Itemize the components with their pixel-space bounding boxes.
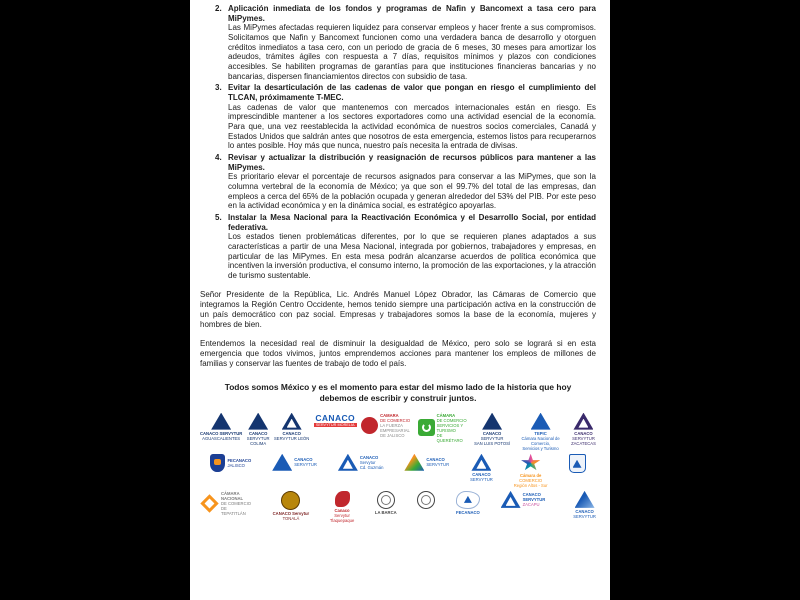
canaco-servytur-shield-triangle-label: CANACO SERVYTUR [470, 471, 493, 482]
canaco-servytur-zacatecas-icon [573, 413, 593, 430]
list-item-3-number: 3. [215, 83, 222, 93]
list-item-2 [215, 4, 596, 81]
logo-row-1 [200, 413, 596, 451]
camara-de-comercio-guadalajara-label: CAMARA DE COMERCIO LA FUERZA EMPRESARIAL DE JALISCO [380, 412, 411, 438]
canaco-servytur-zacapu-logo [501, 491, 553, 508]
canaco-servytur-multicolor-label: CANACO SERVYTUR [426, 457, 450, 468]
canaco-crest-icon [569, 454, 586, 473]
canaco-servytur-zacapu-label: CANACO SERVYTUR ZACAPU [522, 491, 546, 507]
canaco-servytur-triangle-orange-label: CANACO SERVYTUR [294, 457, 317, 468]
list-item-3-body: Las cadenas de valor que mantenemos con mercados internacionales están en riesgo. Es imprescindible mantener a los sectores exportadores como una actividad esencial de la economía. Para que, una vez reestablecida la actividad económica de nuestros socios comerciales, Canadá y Estados Unidos que saldrán antes que nosotros de esta emergencia, estemos listos para recuperarnos lo antes posible. Hoy más que nunca, nuestro país necesita la entrada de divisas. [228, 102, 596, 151]
list-item-4 [215, 153, 596, 211]
canaco-servytur-multicolor-logo [404, 454, 449, 471]
canaco-servytur-aguascalientes-logo [200, 413, 242, 441]
camara-nacional-de-comercio-seal-logo [417, 491, 435, 510]
canaco-servytur-tonala-icon [281, 491, 300, 510]
canaco-servytur-colima-icon [248, 413, 268, 430]
canaco-servytur-cd-guzman-logo [338, 454, 384, 471]
camara-de-comercio-queretaro-icon [418, 419, 435, 436]
canaco-tepic-icon [531, 413, 551, 430]
canaco-servytur-leon-label: CANACO SERVYTUR LEÓN [274, 430, 310, 441]
camara-nacional-de-comercio-la-barca-label: LA BARCA [374, 509, 397, 515]
canaco-servytur-san-luis-potosi-icon [482, 413, 502, 430]
canaco-servytur-morelia-logo [314, 413, 357, 428]
canaco-servytur-zacatecas-label: CANACO SERVYTUR ZACATECAS [571, 430, 596, 446]
canaco-servytur-multicolor-icon [404, 454, 424, 471]
canaco-servytur-tamazula-logo [573, 491, 596, 519]
canaco-servytur-aguascalientes-label: CANACO SERVYTUR AGUASCALIENTES [200, 430, 243, 441]
signatory-logos [200, 413, 596, 523]
canaco-servytur-san-luis-potosi-label: CANACO SERVYTUR SAN LUIS POTOSÍ [474, 430, 511, 446]
fecanaco-jalisco-icon [210, 454, 225, 472]
canaco-servytur-zacapu-icon [501, 491, 521, 508]
list-item-3-heading: Evitar la desarticulación de las cadenas de valor que pongan en riesgo el cumplimiento del TLCAN, próximamente T-MEC. [228, 83, 596, 103]
list-item-4-heading: Revisar y actualizar la distribución y reasignación de recursos públicos para mantener a las MiPymes. [228, 153, 596, 172]
canaco-servytur-triangle-orange-logo [272, 454, 317, 471]
canaco-servytur-cd-guzman-icon [338, 454, 358, 471]
canaco-servytur-tonala-logo [273, 491, 310, 521]
canaco-crest-logo [569, 454, 586, 474]
list-item-3 [215, 83, 596, 151]
canaco-servytur-leon-logo [274, 413, 309, 441]
canaco-servytur-aguascalientes-icon [211, 413, 231, 430]
canaco-tepic-label: TEPIC Cámara Nacional de Comercio, Servicios y Turismo [521, 430, 560, 451]
camara-de-comercio-queretaro-label: CÁMARA DE COMERCIO SERVICIOS Y TURISMO DE QUERÉTARO [436, 412, 467, 443]
canaco-servytur-leon-icon [282, 413, 302, 430]
list-item-4-number: 4. [215, 153, 222, 163]
canaco-tepic-logo [515, 413, 567, 451]
camara-de-comercio-region-altos-sur-logo [514, 454, 548, 488]
canaco-servytur-colima-label: CANACO SERVYTUR COLIMA [246, 430, 270, 446]
canaco-servytur-tonala-label: CANACO Servytur TONALÁ [272, 510, 310, 521]
list-item-2-body: Las MiPymes afectadas requieren liquidez para conservar empleos y hacer frente a sus compromisos. Solicitamos que Nafin y Bancomext funcionen como una verdadera banca de desarrollo y otorguen créditos inmediatos a tasa cero, con un periodo de gracia de 6 meses, 30 meses para amortizar los adeudos, trámites ágiles con respuesta a 7 días, requisitos mínimos y plazos con condiciones accesibles. Se habiliten programas de garantías para que instituciones financieras bancarias y no bancarias, dispersen financiamientos directos con subsidio de tasa. [228, 23, 596, 81]
fecanaco-map-logo [456, 491, 480, 515]
camara-nacional-de-comercio-la-barca-icon [377, 491, 395, 509]
fecanaco-map-icon [456, 491, 480, 509]
camara-nacional-de-comercio-seal-icon [417, 491, 435, 509]
canaco-servytur-shield-triangle-logo [470, 454, 493, 482]
canaco-servytur-zacatecas-logo [571, 413, 596, 446]
canaco-servytur-tlaquepaque-icon [335, 491, 350, 507]
camara-de-comercio-guadalajara-logo [361, 413, 413, 438]
list-item-4-body: Es prioritario elevar el porcentaje de recursos asignados para conservar a las MiPymes, que son la columna vertebral de la economía de México; ya que son el 99.7% del total de las empresas, dan empleos a cerca del 65% de la población ocupada y generan alrededor del 53% del PIB. Por este peso en la actividad económica y en la dinámica social, es estratégico apoyarlas. [228, 172, 596, 211]
canaco-servytur-tlaquepaque-logo [330, 491, 354, 523]
canaco-servytur-tamazula-label: CANACO SERVYTUR [573, 508, 596, 519]
numbered-list [215, 4, 596, 281]
list-item-5 [215, 213, 596, 281]
list-item-5-body: Los estados tienen problemáticas diferentes, por lo que se requieren planes adaptados a sus características a partir de una Mesa Nacional, integrada por gobiernos, trabajadores y empresas, en particular de las MiPymes. En esta mesa podrán alcanzarse acuerdos de política económica que incentiven la inversión productiva, el consumo interno, la promoción de las exportaciones, y la atracción de turismo sustentable. [228, 232, 596, 281]
canaco-servytur-shield-triangle-icon [471, 454, 491, 471]
fecanaco-jalisco-label: FECANACO JALISCO [227, 457, 252, 468]
list-item-2-heading: Aplicación inmediata de los fondos y programas de Nafin y Bancomext a tasa cero para MiPymes. [228, 4, 596, 23]
camara-nacional-de-comercio-de-tepatitlan-label: CÁMARA NACIONAL DE COMERCIO DE TEPATITLÁN [221, 490, 252, 516]
camara-nacional-de-comercio-de-tepatitlan-icon [200, 494, 218, 512]
canaco-servytur-morelia-label: CANACO SERVYTUR MORELIA [315, 412, 356, 427]
fecanaco-map-label: FECANACO [456, 509, 480, 515]
paragraph-president: Señor Presidente de la República, Lic. Andrés Manuel López Obrador, las Cámaras de Comercio que integramos la Región Centro Occidente, hemos tenido siempre una participación activa en la construcción de un país democrático con paz social. Empresas y trabajadores somos la base de la economía, mujeres y hombres de bien. [200, 289, 596, 329]
closing-statement: Todos somos México y es el momento para estar del mismo lado de la historia que hoy debemos de escribir y construir juntos. [224, 381, 572, 403]
canaco-servytur-colima-logo [247, 413, 270, 446]
list-item-5-heading: Instalar la Mesa Nacional para la Reactivación Económica y el Desarrollo Social, por entidad federativa. [228, 213, 596, 232]
canaco-servytur-tamazula-icon [575, 491, 595, 508]
canaco-servytur-cd-guzman-label: CANACO Servytur Cd. Guzmán [359, 454, 384, 470]
logo-row-3 [200, 491, 596, 523]
canaco-servytur-san-luis-potosi-logo [474, 413, 510, 446]
list-item-5-number: 5. [215, 213, 222, 223]
fecanaco-jalisco-logo [210, 454, 251, 472]
camara-de-comercio-queretaro-logo [418, 413, 470, 443]
camara-nacional-de-comercio-la-barca-logo [375, 491, 397, 515]
camara-nacional-de-comercio-de-tepatitlan-logo [200, 491, 252, 516]
camara-de-comercio-region-altos-sur-label: Cámara de COMERCIO Región Altos - Sur [513, 472, 548, 488]
list-item-2-number: 2. [215, 4, 222, 13]
logo-row-2 [200, 454, 596, 488]
document-page [190, 0, 610, 600]
camara-de-comercio-guadalajara-icon [361, 417, 378, 434]
canaco-servytur-triangle-orange-icon [272, 454, 292, 471]
paragraph-understanding: Entendemos la necesidad real de disminuir la desigualdad de México, pero solo se logrará si en esta emergencia que todos vivimos, juntos emprendemos acciones para mantener los empleos de millones de familias y conservar las fuentes de trabajo de todo el país. [200, 338, 596, 368]
canaco-servytur-tlaquepaque-label: Canaco Servytur Tlaquepaque [329, 507, 355, 523]
camara-de-comercio-region-altos-sur-icon [521, 454, 541, 472]
